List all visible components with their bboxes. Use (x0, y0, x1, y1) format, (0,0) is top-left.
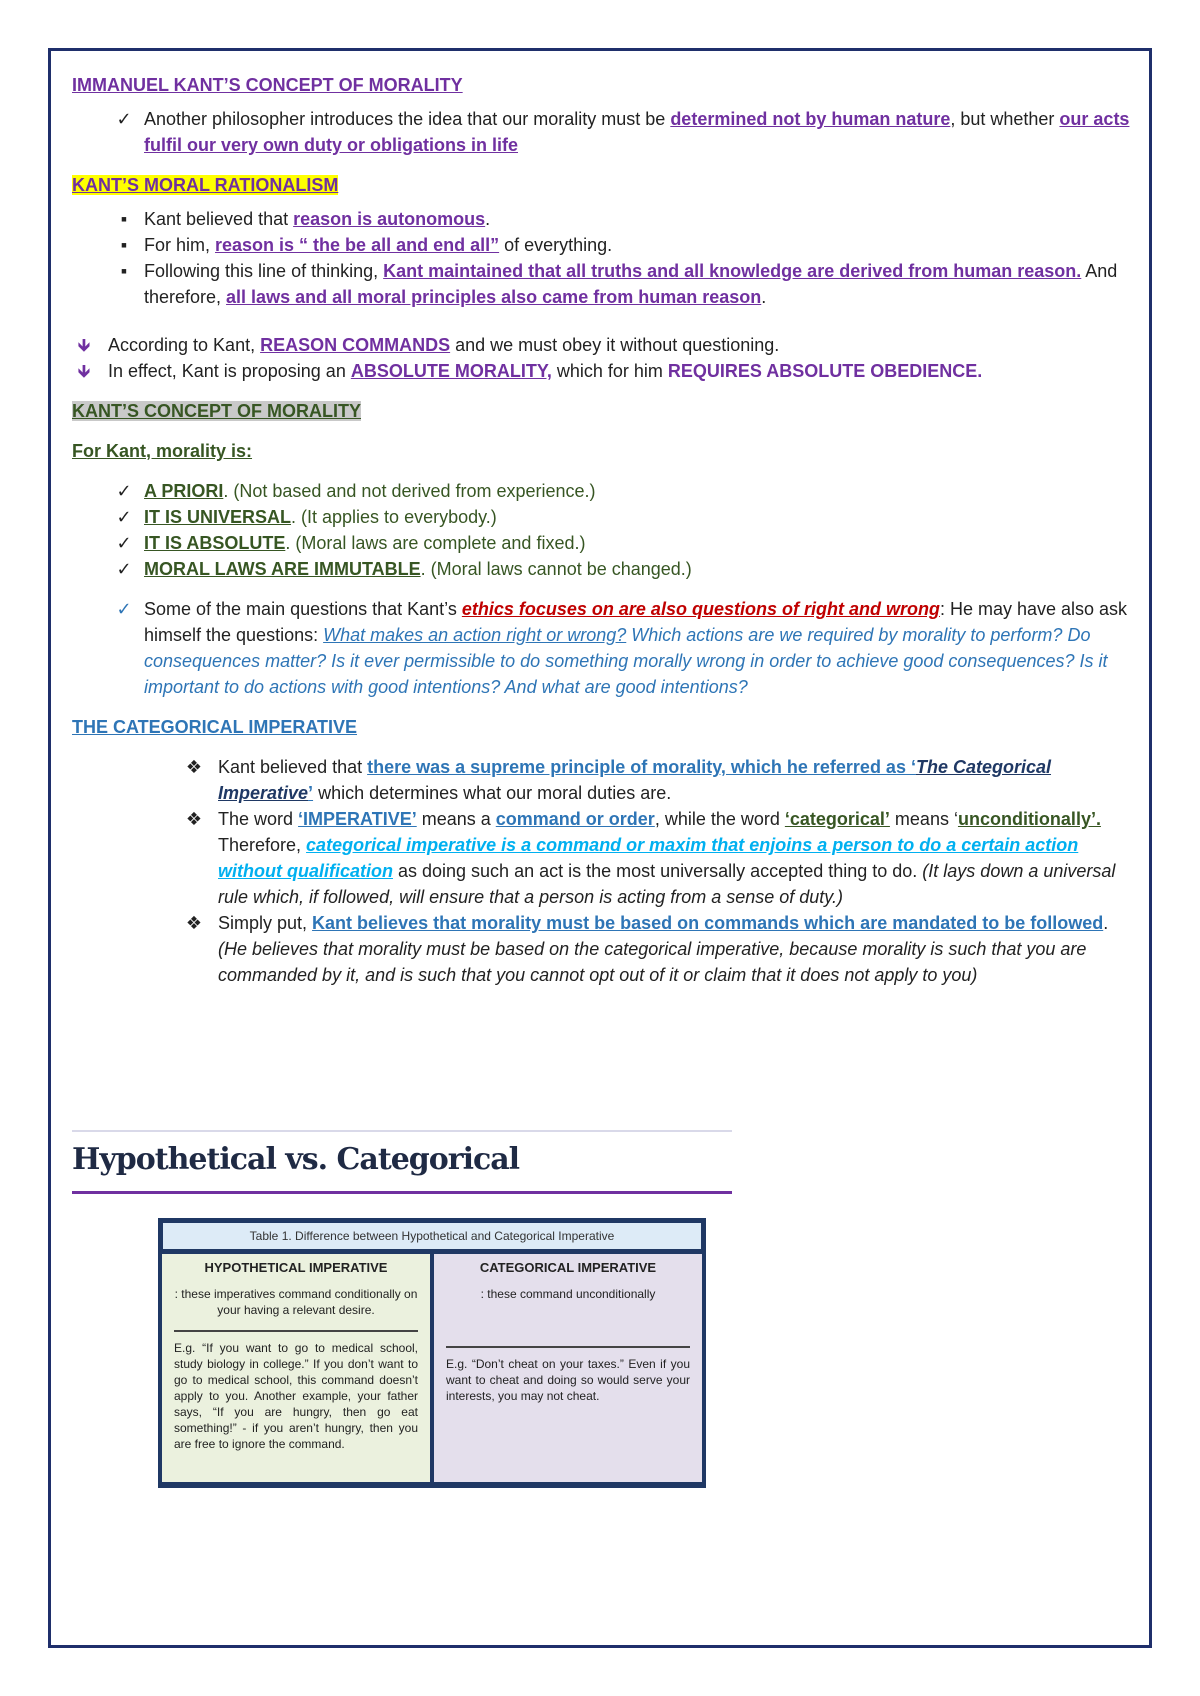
example: E.g. “Don’t cheat on your taxes.” Even if you want to cheat and doing so would serve your interests, you may not cheat. (446, 1357, 690, 1403)
column-header: CATEGORICAL IMPERATIVE (479, 1260, 657, 1275)
document-body (72, 72, 1132, 988)
check-icon: ✓ (116, 481, 132, 501)
arrow-down-icon: 🡻 (77, 335, 91, 355)
check-icon: ✓ (116, 599, 132, 619)
square-bullet-icon: ▪ (120, 235, 128, 255)
diamond-bullet-icon: ❖ (185, 757, 203, 777)
definition: : these imperatives command conditionally on your having a relevant desire. (174, 1287, 418, 1317)
subheading-morality-is: For Kant, morality is: (72, 441, 253, 461)
square-bullet-icon: ▪ (120, 209, 128, 229)
figure-title: Hypothetical vs. Categorical (72, 1142, 520, 1177)
figure-heading (72, 1130, 732, 1194)
column-header: HYPOTHETICAL IMPERATIVE (204, 1260, 388, 1275)
checklist-item: ✓ IT IS UNIVERSAL. (It applies to everybody.) (72, 504, 1132, 530)
heading-kant-concept-morality: KANT’S CONCEPT OF MORALITY (72, 401, 361, 421)
arrow-down-icon: 🡻 (77, 361, 91, 381)
check-icon: ✓ (116, 109, 132, 129)
heading-moral-rationalism: KANT’S MORAL RATIONALISM (72, 175, 339, 195)
comparison-table (158, 1218, 706, 1488)
heading-kant-concept: IMMANUEL KANT’S CONCEPT OF MORALITY (72, 75, 463, 95)
divider (174, 1330, 418, 1332)
table-caption: Table 1. Difference between Hypothetical and Categorical Imperative (162, 1222, 702, 1250)
categorical-column (434, 1254, 702, 1482)
diamond-item: ❖ Kant believed that there was a supreme principle of morality, which he referred as ‘The Categorical Imperative’ which determines what our moral duties are. (72, 754, 1132, 806)
check-icon: ✓ (116, 507, 132, 527)
definition: : these command unconditionally (480, 1287, 656, 1301)
divider (446, 1346, 690, 1348)
arrow-item: 🡻 According to Kant, REASON COMMANDS and we must obey it without questioning. (72, 332, 1132, 358)
checklist-item: ✓ IT IS ABSOLUTE. (Moral laws are complete and fixed.) (72, 530, 1132, 556)
diamond-bullet-icon: ❖ (185, 809, 203, 829)
bullet-item: ▪ Following this line of thinking, Kant maintained that all truths and all knowledge are derived from human reason. And therefore, all laws and all moral principles also came from human reason. (72, 258, 1132, 310)
divider (72, 1191, 732, 1194)
checklist-item: ✓ MORAL LAWS ARE IMMUTABLE. (Moral laws cannot be changed.) (72, 556, 1132, 582)
checklist-item: ✓ Another philosopher introduces the idea that our morality must be determined not by human nature, but whether our acts fulfil our very own duty or obligations in life (72, 106, 1132, 158)
arrow-item: 🡻 In effect, Kant is proposing an ABSOLUTE MORALITY, which for him REQUIRES ABSOLUTE OBEDIENCE. (72, 358, 1132, 384)
checklist-item: ✓ A PRIORI. (Not based and not derived from experience.) (72, 478, 1132, 504)
questions-paragraph: ✓ Some of the main questions that Kant’s ethics focuses on are also questions of right and wrong: He may have also ask himself the questions: What makes an action right or wrong? Which actions are we required by morality to perform? Do consequences matter? Is it ever permissible to do something morally wrong in order to achieve good consequences? Is it important to do actions with good intentions? And what are good intentions? (72, 596, 1132, 700)
bullet-item: ▪ For him, reason is “ the be all and end all” of everything. (72, 232, 1132, 258)
diamond-item: ❖ Simply put, Kant believes that morality must be based on commands which are mandated to be followed. (He believes that morality must be based on the categorical imperative, because morality is such that you are commanded by it, and is such that you cannot opt out of it or claim that it does not apply to you) (72, 910, 1132, 988)
diamond-item: ❖ The word ‘IMPERATIVE’ means a command or order, while the word ‘categorical’ means ‘unconditionally’. Therefore, categorical imperative is a command or maxim that enjoins a person to do a certain action without qualification as doing such an act is the most universally accepted thing to do. (It lays down a universal rule which, if followed, will ensure that a person is acting from a sense of duty.) (72, 806, 1132, 910)
check-icon: ✓ (116, 559, 132, 579)
diamond-bullet-icon: ❖ (185, 913, 203, 933)
divider (72, 1130, 732, 1132)
heading-categorical-imperative: THE CATEGORICAL IMPERATIVE (72, 717, 358, 737)
check-icon: ✓ (116, 533, 132, 553)
square-bullet-icon: ▪ (120, 261, 128, 281)
hypothetical-column (162, 1254, 430, 1482)
bullet-item: ▪ Kant believed that reason is autonomous. (72, 206, 1132, 232)
example: E.g. “If you want to go to medical school, study biology in college.” If you don’t want to go to medical school, this command doesn’t apply to you. Another example, your father says, “If you are hungry, then go eat something!” - if you aren’t hungry, then you are free to ignore the command. (174, 1341, 418, 1451)
